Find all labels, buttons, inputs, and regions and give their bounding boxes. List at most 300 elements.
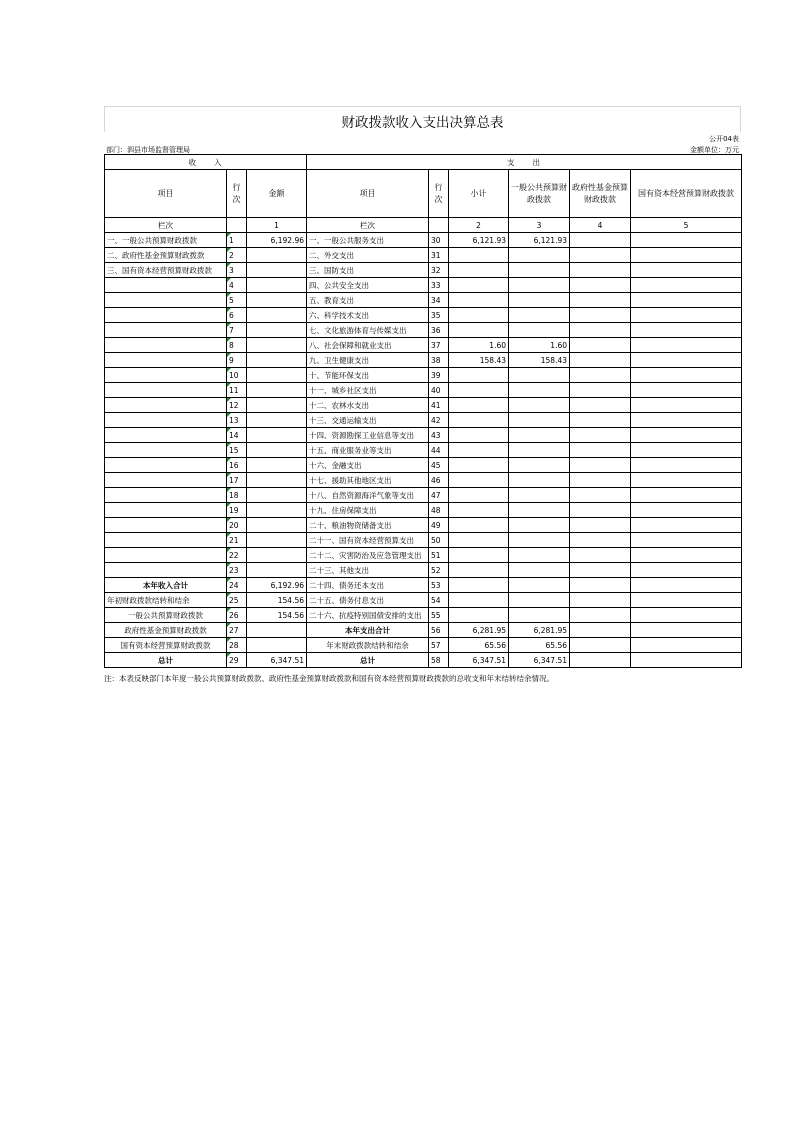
- subtotal-cell: [449, 518, 509, 533]
- expense-row-no-cell: 33: [429, 278, 449, 293]
- footnote: 注：本表反映部门本年度一般公共预算财政拨款、政府性基金预算财政拨款和国有资本经营预算财政拨款的总收支和年末结转结余情况。: [104, 674, 554, 683]
- general-budget-cell: 6,281.95: [509, 623, 570, 638]
- general-budget-cell: 158.43: [509, 353, 570, 368]
- income-amount-cell: 154.56: [247, 593, 307, 608]
- income-item-cell: [105, 398, 227, 413]
- header-general: 一般公共预算财政拨款: [509, 170, 570, 218]
- table-row: [105, 263, 742, 278]
- gov-fund-cell: [570, 473, 631, 488]
- income-item-cell: 政府性基金预算财政拨款: [105, 623, 227, 638]
- state-capital-cell: [631, 233, 742, 248]
- income-amount-cell: 6,192.96: [247, 578, 307, 593]
- index-subtotal: 2: [449, 218, 509, 233]
- general-budget-cell: [509, 443, 570, 458]
- income-amount-cell: 154.56: [247, 608, 307, 623]
- expense-item-cell: 十五、商业服务业等支出: [307, 443, 429, 458]
- income-row-no-cell: 29: [227, 653, 247, 668]
- gov-fund-cell: [570, 428, 631, 443]
- subtotal-cell: [449, 548, 509, 563]
- income-amount-cell: [247, 293, 307, 308]
- gov-fund-cell: [570, 458, 631, 473]
- general-budget-cell: [509, 533, 570, 548]
- subtotal-cell: [449, 308, 509, 323]
- general-budget-cell: [509, 278, 570, 293]
- table-row: [105, 533, 742, 548]
- table-row: [105, 638, 742, 653]
- income-item-cell: 总计: [105, 653, 227, 668]
- expense-item-cell: 十三、交通运输支出: [307, 413, 429, 428]
- income-item-cell: [105, 473, 227, 488]
- subtotal-cell: [449, 533, 509, 548]
- income-row-no-cell: 19: [227, 503, 247, 518]
- state-capital-cell: [631, 548, 742, 563]
- income-amount-cell: [247, 308, 307, 323]
- income-amount-cell: [247, 458, 307, 473]
- expense-row-no-cell: 51: [429, 548, 449, 563]
- expense-row-no-cell: 58: [429, 653, 449, 668]
- general-budget-cell: [509, 548, 570, 563]
- general-budget-cell: 1.60: [509, 338, 570, 353]
- income-row-no-cell: 16: [227, 458, 247, 473]
- subtotal-cell: [449, 263, 509, 278]
- state-capital-cell: [631, 338, 742, 353]
- gov-fund-cell: [570, 578, 631, 593]
- state-capital-cell: [631, 443, 742, 458]
- income-item-cell: [105, 428, 227, 443]
- table-row: [105, 308, 742, 323]
- income-amount-cell: [247, 563, 307, 578]
- table-row: [105, 488, 742, 503]
- income-amount-cell: [247, 248, 307, 263]
- subtotal-cell: 158.43: [449, 353, 509, 368]
- subtotal-cell: [449, 578, 509, 593]
- subtotal-cell: [449, 398, 509, 413]
- expense-row-no-cell: 35: [429, 308, 449, 323]
- income-row-no-cell: 6: [227, 308, 247, 323]
- income-row-no-cell: 1: [227, 233, 247, 248]
- expense-item-cell: 二十五、债务付息支出: [307, 593, 429, 608]
- expense-row-no-cell: 53: [429, 578, 449, 593]
- general-budget-cell: [509, 368, 570, 383]
- general-budget-cell: [509, 398, 570, 413]
- expense-row-no-cell: 43: [429, 428, 449, 443]
- income-row-no-cell: 14: [227, 428, 247, 443]
- state-capital-cell: [631, 488, 742, 503]
- subtotal-cell: [449, 428, 509, 443]
- income-row-no-cell: 5: [227, 293, 247, 308]
- income-item-cell: [105, 548, 227, 563]
- income-amount-cell: [247, 278, 307, 293]
- income-item-cell: 一般公共预算财政拨款: [105, 608, 227, 623]
- income-item-cell: 三、国有资本经营预算财政拨款: [105, 263, 227, 278]
- state-capital-cell: [631, 518, 742, 533]
- expense-row-no-cell: 41: [429, 398, 449, 413]
- expense-row-no-cell: 48: [429, 503, 449, 518]
- income-amount-cell: [247, 338, 307, 353]
- expense-item-cell: 六、科学技术支出: [307, 308, 429, 323]
- income-amount-cell: [247, 623, 307, 638]
- table-row: [105, 383, 742, 398]
- budget-table: [104, 154, 742, 668]
- subtotal-cell: [449, 593, 509, 608]
- expense-item-cell: 二十二、灾害防治及应急管理支出: [307, 548, 429, 563]
- income-row-no-cell: 23: [227, 563, 247, 578]
- table-row: [105, 518, 742, 533]
- income-amount-cell: [247, 263, 307, 278]
- income-item-cell: [105, 488, 227, 503]
- expense-item-cell: 二、外交支出: [307, 248, 429, 263]
- gov-fund-cell: [570, 398, 631, 413]
- income-item-cell: 本年收入合计: [105, 578, 227, 593]
- index-amount: 1: [247, 218, 307, 233]
- expense-row-no-cell: 37: [429, 338, 449, 353]
- state-capital-cell: [631, 398, 742, 413]
- income-amount-cell: [247, 503, 307, 518]
- expense-item-cell: 二十三、其他支出: [307, 563, 429, 578]
- income-item-cell: [105, 368, 227, 383]
- header-item2: 项目: [307, 170, 429, 218]
- expense-item-cell: 八、社会保障和就业支出: [307, 338, 429, 353]
- table-row: [105, 278, 742, 293]
- expense-row-no-cell: 47: [429, 488, 449, 503]
- general-budget-cell: [509, 293, 570, 308]
- expense-row-no-cell: 31: [429, 248, 449, 263]
- subtotal-cell: [449, 608, 509, 623]
- expense-row-no-cell: 57: [429, 638, 449, 653]
- income-item-cell: [105, 293, 227, 308]
- expense-item-cell: 总计: [307, 653, 429, 668]
- income-amount-cell: 6,347.51: [247, 653, 307, 668]
- gov-fund-cell: [570, 488, 631, 503]
- income-item-cell: [105, 353, 227, 368]
- income-amount-cell: 6,192.96: [247, 233, 307, 248]
- state-capital-cell: [631, 368, 742, 383]
- index-label: 栏次: [105, 218, 227, 233]
- gov-fund-cell: [570, 383, 631, 398]
- expense-item-cell: 一、一般公共服务支出: [307, 233, 429, 248]
- table-row: [105, 338, 742, 353]
- table-row: [105, 398, 742, 413]
- expense-row-no-cell: 44: [429, 443, 449, 458]
- gov-fund-cell: [570, 548, 631, 563]
- general-budget-cell: [509, 413, 570, 428]
- report-sheet: [104, 106, 741, 684]
- general-budget-cell: [509, 488, 570, 503]
- gov-fund-cell: [570, 638, 631, 653]
- subtotal-cell: [449, 293, 509, 308]
- expense-item-cell: 十六、金融支出: [307, 458, 429, 473]
- general-budget-cell: [509, 563, 570, 578]
- table-row: [105, 458, 742, 473]
- table-row: [105, 473, 742, 488]
- general-budget-cell: 6,121.93: [509, 233, 570, 248]
- state-capital-cell: [631, 383, 742, 398]
- expense-item-cell: 二十一、国有资本经营预算支出: [307, 533, 429, 548]
- state-capital-cell: [631, 638, 742, 653]
- income-row-no-cell: 2: [227, 248, 247, 263]
- general-budget-cell: [509, 503, 570, 518]
- expense-item-cell: 本年支出合计: [307, 623, 429, 638]
- expense-row-no-cell: 46: [429, 473, 449, 488]
- gov-fund-cell: [570, 563, 631, 578]
- expense-item-cell: 十九、住房保障支出: [307, 503, 429, 518]
- gov-fund-cell: [570, 653, 631, 668]
- form-code: 公开04表: [709, 135, 739, 143]
- state-capital-cell: [631, 503, 742, 518]
- income-item-cell: 一、一般公共预算财政拨款: [105, 233, 227, 248]
- income-item-cell: [105, 518, 227, 533]
- table-row: [105, 248, 742, 263]
- income-row-no-cell: 10: [227, 368, 247, 383]
- gov-fund-cell: [570, 608, 631, 623]
- income-row-no-cell: 11: [227, 383, 247, 398]
- state-capital-cell: [631, 458, 742, 473]
- subtotal-cell: [449, 368, 509, 383]
- income-row-no-cell: 15: [227, 443, 247, 458]
- unit-label: 金额单位：万元: [690, 146, 739, 154]
- income-item-cell: [105, 323, 227, 338]
- table-row: [105, 623, 742, 638]
- gov-fund-cell: [570, 293, 631, 308]
- table-row: [105, 563, 742, 578]
- income-row-no-cell: 24: [227, 578, 247, 593]
- expense-row-no-cell: 42: [429, 413, 449, 428]
- state-capital-cell: [631, 593, 742, 608]
- department-label: 部门：泗县市场监督管理局: [106, 146, 190, 154]
- table-row: [105, 428, 742, 443]
- income-amount-cell: [247, 488, 307, 503]
- subtotal-cell: [449, 248, 509, 263]
- expense-item-cell: 三、国防支出: [307, 263, 429, 278]
- expense-item-cell: 九、卫生健康支出: [307, 353, 429, 368]
- income-item-cell: [105, 308, 227, 323]
- header-gov-fund: 政府性基金预算财政拨款: [570, 170, 631, 218]
- table-row: [105, 368, 742, 383]
- header-item: 项目: [105, 170, 227, 218]
- column-index-row: [105, 218, 742, 233]
- expense-row-no-cell: 49: [429, 518, 449, 533]
- gov-fund-cell: [570, 623, 631, 638]
- income-amount-cell: [247, 413, 307, 428]
- expense-row-no-cell: 34: [429, 293, 449, 308]
- state-capital-cell: [631, 533, 742, 548]
- general-budget-cell: [509, 473, 570, 488]
- general-budget-cell: 65.56: [509, 638, 570, 653]
- index-label2: 栏次: [307, 218, 429, 233]
- subtotal-cell: 6,121.93: [449, 233, 509, 248]
- state-capital-cell: [631, 308, 742, 323]
- state-capital-cell: [631, 263, 742, 278]
- expense-row-no-cell: 50: [429, 533, 449, 548]
- income-amount-cell: [247, 323, 307, 338]
- income-row-no-cell: 4: [227, 278, 247, 293]
- gov-fund-cell: [570, 368, 631, 383]
- table-row: [105, 608, 742, 623]
- income-row-no-cell: 7: [227, 323, 247, 338]
- income-row-no-cell: 26: [227, 608, 247, 623]
- subtotal-cell: [449, 473, 509, 488]
- title-row: [104, 106, 741, 132]
- income-row-no-cell: 17: [227, 473, 247, 488]
- expense-row-no-cell: 55: [429, 608, 449, 623]
- index-state-capital: 5: [631, 218, 742, 233]
- subtotal-cell: 1.60: [449, 338, 509, 353]
- table-row: [105, 353, 742, 368]
- table-row: [105, 413, 742, 428]
- general-budget-cell: [509, 383, 570, 398]
- table-row: [105, 653, 742, 668]
- income-amount-cell: [247, 518, 307, 533]
- state-capital-cell: [631, 248, 742, 263]
- income-row-no-cell: 27: [227, 623, 247, 638]
- income-row-no-cell: 3: [227, 263, 247, 278]
- table-row: [105, 233, 742, 248]
- subtotal-cell: [449, 443, 509, 458]
- state-capital-cell: [631, 323, 742, 338]
- income-item-cell: [105, 413, 227, 428]
- gov-fund-cell: [570, 233, 631, 248]
- income-item-cell: [105, 503, 227, 518]
- expense-row-no-cell: 56: [429, 623, 449, 638]
- income-row-no-cell: 9: [227, 353, 247, 368]
- gov-fund-cell: [570, 338, 631, 353]
- state-capital-cell: [631, 278, 742, 293]
- general-budget-cell: [509, 593, 570, 608]
- income-item-cell: [105, 458, 227, 473]
- subtotal-cell: 6,347.51: [449, 653, 509, 668]
- income-item-cell: 二、政府性基金预算财政拨款: [105, 248, 227, 263]
- income-amount-cell: [247, 353, 307, 368]
- state-capital-cell: [631, 473, 742, 488]
- income-amount-cell: [247, 383, 307, 398]
- expense-row-no-cell: 45: [429, 458, 449, 473]
- gov-fund-cell: [570, 518, 631, 533]
- state-capital-cell: [631, 578, 742, 593]
- income-amount-cell: [247, 533, 307, 548]
- income-amount-cell: [247, 548, 307, 563]
- table-row: [105, 443, 742, 458]
- expense-row-no-cell: 38: [429, 353, 449, 368]
- expense-item-cell: 四、公共安全支出: [307, 278, 429, 293]
- general-budget-cell: 6,347.51: [509, 653, 570, 668]
- subtotal-cell: 6,281.95: [449, 623, 509, 638]
- header-state-capital: 国有资本经营预算财政拨款: [631, 170, 742, 218]
- state-capital-cell: [631, 428, 742, 443]
- income-amount-cell: [247, 638, 307, 653]
- expense-item-cell: 二十四、债务还本支出: [307, 578, 429, 593]
- general-budget-cell: [509, 428, 570, 443]
- table-row: [105, 323, 742, 338]
- header-row-no2: 行次: [429, 170, 449, 218]
- income-row-no-cell: 18: [227, 488, 247, 503]
- income-row-no-cell: 12: [227, 398, 247, 413]
- gov-fund-cell: [570, 593, 631, 608]
- expense-row-no-cell: 32: [429, 263, 449, 278]
- table-row: [105, 293, 742, 308]
- expense-item-cell: 七、文化旅游体育与传媒支出: [307, 323, 429, 338]
- table-row: [105, 503, 742, 518]
- expense-row-no-cell: 30: [429, 233, 449, 248]
- subtotal-cell: [449, 383, 509, 398]
- income-row-no-cell: 20: [227, 518, 247, 533]
- expense-item-cell: 十八、自然资源海洋气象等支出: [307, 488, 429, 503]
- subtotal-cell: [449, 323, 509, 338]
- header-subtotal: 小计: [449, 170, 509, 218]
- expense-row-no-cell: 52: [429, 563, 449, 578]
- state-capital-cell: [631, 608, 742, 623]
- expense-section-header: 支 出: [307, 155, 742, 170]
- state-capital-cell: [631, 653, 742, 668]
- general-budget-cell: [509, 323, 570, 338]
- subtotal-cell: [449, 503, 509, 518]
- income-item-cell: [105, 443, 227, 458]
- expense-row-no-cell: 39: [429, 368, 449, 383]
- income-item-cell: [105, 563, 227, 578]
- income-section-header: 收 入: [105, 155, 307, 170]
- expense-item-cell: 十、节能环保支出: [307, 368, 429, 383]
- income-row-no-cell: 25: [227, 593, 247, 608]
- header-row-no: 行次: [227, 170, 247, 218]
- index-empty: [227, 218, 247, 233]
- expense-item-cell: 十二、农林水支出: [307, 398, 429, 413]
- income-item-cell: [105, 383, 227, 398]
- gov-fund-cell: [570, 413, 631, 428]
- gov-fund-cell: [570, 248, 631, 263]
- expense-item-cell: 十四、资源勘探工业信息等支出: [307, 428, 429, 443]
- subtotal-cell: [449, 278, 509, 293]
- general-budget-cell: [509, 248, 570, 263]
- income-item-cell: 国有资本经营预算财政拨款: [105, 638, 227, 653]
- gov-fund-cell: [570, 503, 631, 518]
- gov-fund-cell: [570, 323, 631, 338]
- income-amount-cell: [247, 443, 307, 458]
- state-capital-cell: [631, 413, 742, 428]
- general-budget-cell: [509, 518, 570, 533]
- expense-item-cell: 十一、城乡社区支出: [307, 383, 429, 398]
- table-row: [105, 548, 742, 563]
- state-capital-cell: [631, 353, 742, 368]
- general-budget-cell: [509, 458, 570, 473]
- header-amount: 金额: [247, 170, 307, 218]
- expense-row-no-cell: 54: [429, 593, 449, 608]
- income-amount-cell: [247, 398, 307, 413]
- gov-fund-cell: [570, 278, 631, 293]
- general-budget-cell: [509, 608, 570, 623]
- income-row-no-cell: 28: [227, 638, 247, 653]
- index-empty2: [429, 218, 449, 233]
- subtotal-cell: [449, 458, 509, 473]
- subtotal-cell: [449, 413, 509, 428]
- expense-item-cell: 十七、援助其他地区支出: [307, 473, 429, 488]
- general-budget-cell: [509, 263, 570, 278]
- income-amount-cell: [247, 368, 307, 383]
- state-capital-cell: [631, 563, 742, 578]
- table-row: [105, 593, 742, 608]
- gov-fund-cell: [570, 263, 631, 278]
- index-gov-fund: 4: [570, 218, 631, 233]
- income-item-cell: [105, 533, 227, 548]
- state-capital-cell: [631, 293, 742, 308]
- column-header-row: [105, 170, 742, 218]
- gov-fund-cell: [570, 308, 631, 323]
- income-amount-cell: [247, 473, 307, 488]
- income-row-no-cell: 22: [227, 548, 247, 563]
- expense-item-cell: 二十六、抗疫特别国债安排的支出: [307, 608, 429, 623]
- income-row-no-cell: 13: [227, 413, 247, 428]
- income-amount-cell: [247, 428, 307, 443]
- income-row-no-cell: 8: [227, 338, 247, 353]
- meta-row: [104, 132, 741, 154]
